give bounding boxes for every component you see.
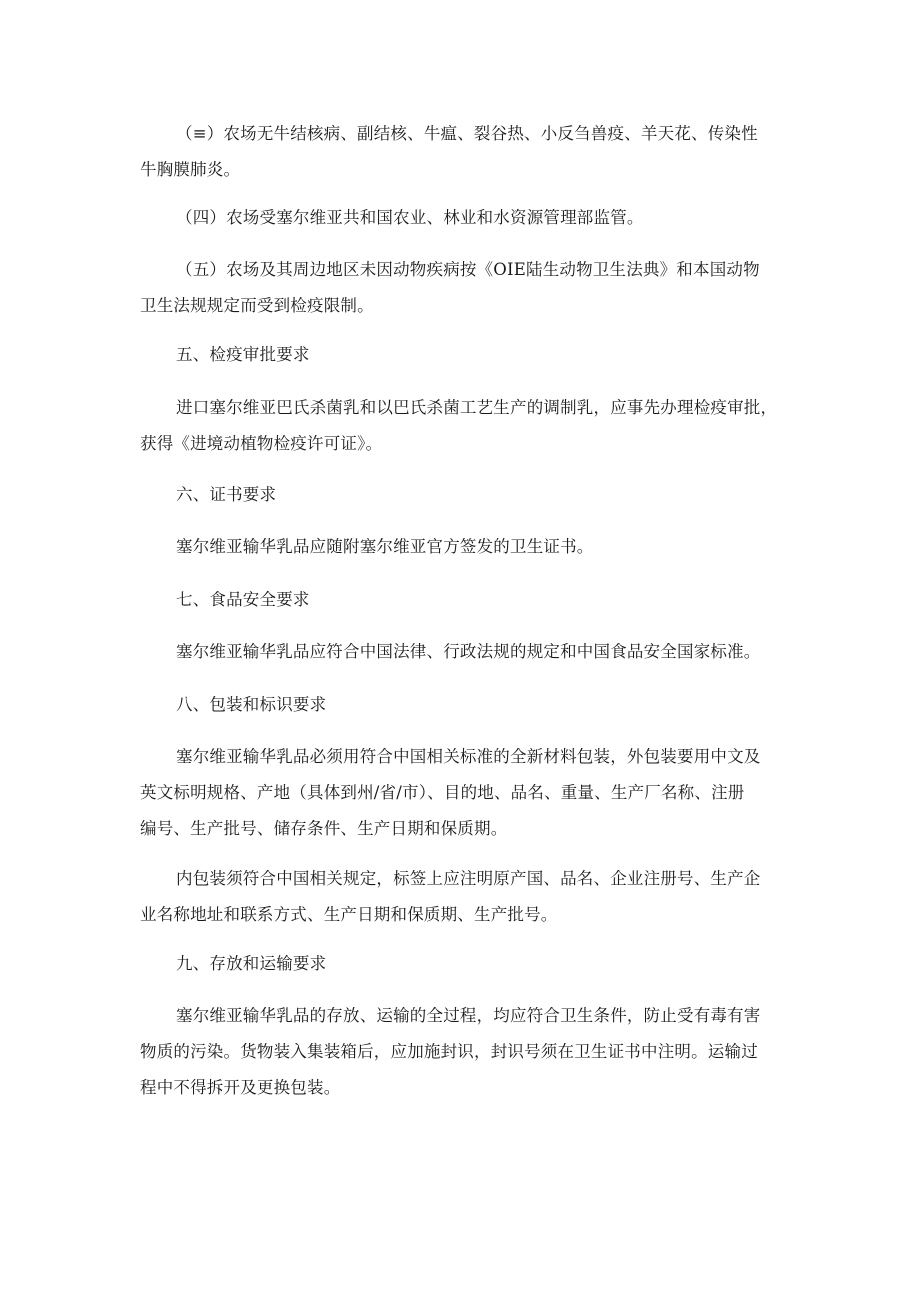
text-line: 塞尔维亚输华乳品应符合中国法律、行政法规的规定和中国食品安全国家标准。 — [176, 642, 761, 661]
paragraph-section-8-b — [140, 861, 780, 933]
section-heading-5: 五、检疫审批要求 — [176, 345, 310, 364]
text-line: 物质的污染。货物装入集装箱后，应加施封识，封识号须在卫生证书中注明。运输过 — [140, 1042, 758, 1061]
text-line: 英文标明规格、产地（具体到州/省/市）、目的地、品名、重量、生产厂名称、注册 — [140, 783, 745, 802]
text-line: 卫生法规规定而受到检疫限制。 — [140, 296, 374, 315]
paragraph-item-3 — [140, 116, 780, 188]
paragraph-section-6 — [140, 529, 780, 565]
paragraph-section-5 — [140, 390, 780, 462]
text-line: 牛胸膜肺炎。 — [140, 160, 241, 179]
text-line: （四）农场受塞尔维亚共和国农业、林业和水资源管理部监管。 — [176, 208, 644, 227]
section-heading-7: 七、食品安全要求 — [176, 590, 310, 609]
text-line: 塞尔维亚输华乳品的存放、运输的全过程，均应符合卫生条件，防止受有毒有害 — [176, 1006, 761, 1025]
text-line: 程中不得拆开及更换包装。 — [140, 1078, 341, 1097]
text-line: 获得《进境动植物检疫许可证》。 — [140, 434, 383, 453]
section-heading-6: 六、证书要求 — [176, 485, 277, 504]
text-line: 内包装须符合中国相关规定，标签上应注明原产国、品名、企业注册号、生产企 — [176, 869, 761, 888]
paragraph-section-8-a — [140, 739, 780, 847]
text-line: （五）农场及其周边地区未因动物疾病按《OIE陆生动物卫生法典》和本国动物 — [176, 260, 760, 279]
text-line: 塞尔维亚输华乳品应随附塞尔维亚官方签发的卫生证书。 — [176, 537, 594, 556]
text-line: 塞尔维亚输华乳品必须用符合中国相关标准的全新材料包装，外包装要用中文及 — [176, 747, 761, 766]
text-line: （≡）农场无牛结核病、副结核、牛瘟、裂谷热、小反刍兽疫、羊天花、传染性 — [176, 124, 758, 143]
text-line: 进口塞尔维亚巴氏杀菌乳和以巴氏杀菌工艺生产的调制乳，应事先办理检疫审批， — [176, 398, 778, 417]
paragraph-section-7 — [140, 634, 780, 670]
section-heading-9: 九、存放和运输要求 — [176, 954, 327, 973]
text-line: 编号、生产批号、储存条件、生产日期和保质期。 — [140, 819, 508, 838]
text-line: 业名称地址和联系方式、生产日期和保质期、生产批号。 — [140, 905, 558, 924]
paragraph-item-5 — [140, 252, 780, 324]
section-heading-8: 八、包装和标识要求 — [176, 695, 327, 714]
paragraph-section-9 — [140, 998, 780, 1106]
paragraph-item-4 — [140, 200, 780, 236]
